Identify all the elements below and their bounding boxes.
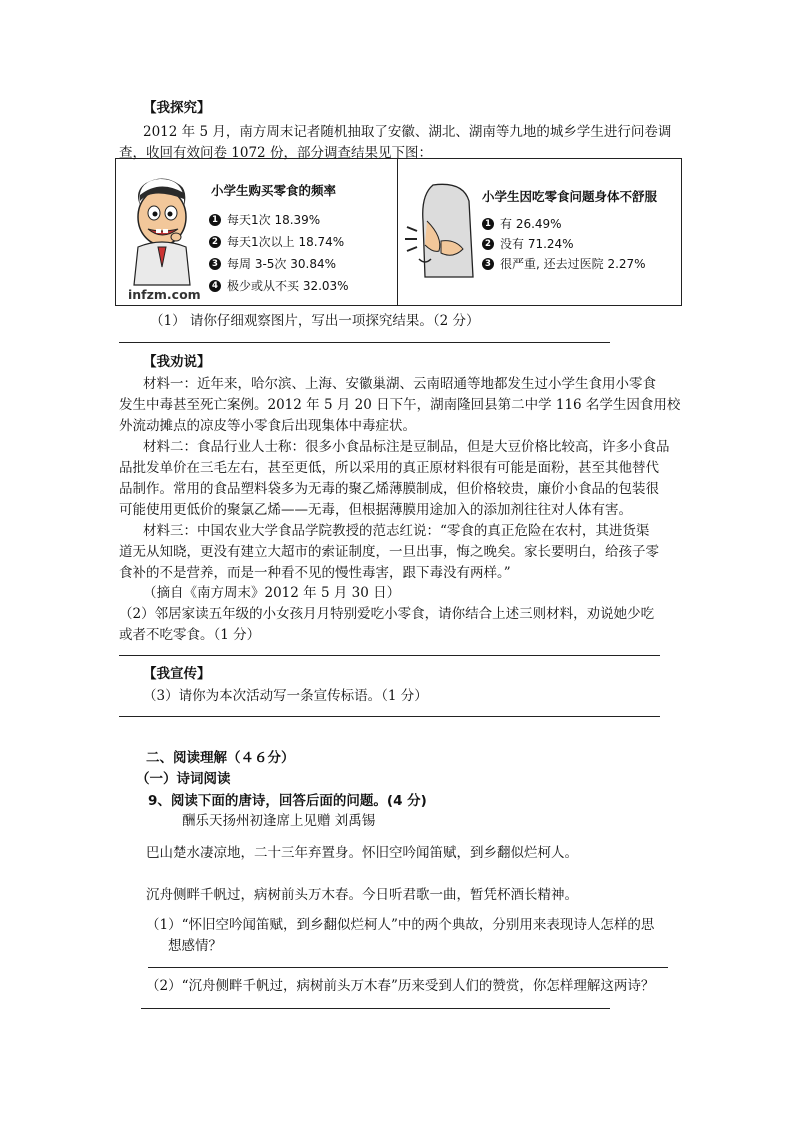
- survey-figure: [115, 158, 682, 306]
- survey-divider: [397, 159, 398, 305]
- left-item-4: [209, 277, 349, 294]
- number-3-icon: 3: [482, 258, 494, 270]
- poem-question-1-line1: （1）“怀旧空吟闻笛赋，到乡翻似烂柯人”中的两个典故，分别用来表现诗人怎样的思: [146, 917, 655, 933]
- right-panel-title: 小学生因吃零食问题身体不舒服: [482, 189, 658, 204]
- left-panel-title: 小学生购买零食的频率: [211, 183, 337, 198]
- material-line: 发生中毒甚至死亡案例。2012 年 5 月 20 日下午，湖南隆回县第二中学 116 名学生因食用校: [119, 397, 681, 413]
- poem-title: 酬乐天扬州初逢席上见赠 刘禹锡: [182, 813, 376, 829]
- question-2-line2: 或者不吃零食。（1 分）: [119, 627, 261, 643]
- poem-question-1-line2: 想感情？: [168, 938, 222, 954]
- question-2-line1: （2）邻居家读五年级的小女孩月月特别爱吃小零食，请你结合上述三则材料，劝说她少吃: [119, 606, 655, 622]
- left-item-1: [209, 211, 320, 228]
- promote-heading: 【我宣传】: [143, 666, 211, 682]
- number-1-icon: 1: [482, 218, 494, 230]
- left-item-1-label: 每天1次 18.39%: [227, 213, 321, 227]
- source-citation: （摘自《南方周末》2012 年 5 月 30 日）: [143, 585, 401, 601]
- left-item-4-label: 极少或从不买 32.03%: [227, 279, 349, 293]
- left-item-3-label: 每周 3-5次 30.84%: [227, 257, 336, 271]
- material-line: 品制作。常用的食品塑料袋多为无毒的聚乙烯薄膜制成，但价格较贵，廉价小食品的包装很: [119, 481, 659, 497]
- poem-line-1: 巴山楚水凄凉地，二十三年弃置身。怀旧空吟闻笛赋，到乡翻似烂柯人。: [146, 845, 578, 861]
- explore-intro-line2: 查，收回有效问卷 1072 份，部分调查结果见下图：: [119, 145, 432, 161]
- explore-heading: 【我探究】: [143, 100, 211, 116]
- stomachache-kid-icon: [403, 181, 479, 281]
- right-item-1: [482, 215, 562, 232]
- material-line: 食补的不是营养，而是一种看不见的慢性毒害，跟下毒没有两样。”: [119, 565, 511, 581]
- question-1: （1） 请你仔细观察图片，写出一项探究结果。（2 分）: [150, 313, 480, 329]
- cartoon-boy-icon: [126, 175, 196, 287]
- part2-heading: 二、阅读理解（４６分）: [146, 750, 295, 766]
- persuade-heading: 【我劝说】: [143, 354, 211, 370]
- material-line: 材料三：中国农业大学食品学院教授的范志红说：“零食的真正危险在农村，其进货渠: [143, 523, 650, 539]
- part2-sub1: （一）诗词阅读: [136, 771, 231, 787]
- question-3: （3）请你为本次活动写一条宣传标语。（1 分）: [143, 688, 428, 704]
- answer-line-5: [141, 1008, 610, 1009]
- poem-question-2: （2）“沉舟侧畔千帆过，病树前头万木春”历来受到人们的赞赏，你怎样理解这两诗？: [146, 978, 655, 994]
- material-line: 品批发单价在三毛左右，甚至更低，所以采用的真正原材料很有可能是面粉，甚至其他替代: [119, 460, 659, 476]
- number-2-icon: 2: [482, 238, 494, 250]
- number-4-icon: 4: [209, 280, 221, 292]
- explore-intro-line1: 2012 年 5 月，南方周末记者随机抽取了安徽、湖北、湖南等九地的城乡学生进行问卷调: [143, 124, 672, 140]
- left-item-2-label: 每天1次以上 18.74%: [227, 235, 345, 249]
- answer-line-2: [119, 655, 660, 656]
- material-line: 材料二：食品行业人士称：很多小食品标注是豆制品，但是大豆价格比较高，许多小食品: [143, 439, 670, 455]
- infzm-watermark: infzm.com: [128, 287, 201, 302]
- number-2-icon: 2: [209, 236, 221, 248]
- answer-line-3: [119, 716, 660, 717]
- poem-line-2: 沉舟侧畔千帆过，病树前头万木春。今日听君歌一曲，暂凭杯酒长精神。: [146, 887, 578, 903]
- material-line: 材料一：近年来，哈尔滨、上海、安徽巢湖、云南昭通等地都发生过小学生食用小零食: [143, 376, 656, 392]
- number-3-icon: 3: [209, 258, 221, 270]
- right-item-3: [482, 255, 646, 272]
- material-line: 可能使用更低价的聚氯乙烯——无毒，但根据薄膜用途加入的添加剂往往对人体有害。: [119, 502, 632, 518]
- right-item-3-label: 很严重, 还去过医院 2.27%: [500, 257, 646, 271]
- right-item-2: [482, 235, 574, 252]
- right-item-2-label: 没有 71.24%: [500, 237, 574, 251]
- left-item-2: [209, 233, 344, 250]
- right-item-1-label: 有 26.49%: [500, 217, 562, 231]
- question-9: 9、阅读下面的唐诗，回答后面的问题。(4 分): [148, 793, 427, 809]
- answer-line-1: [119, 342, 610, 343]
- material-line: 外流动摊点的凉皮等小零食后出现集体中毒症状。: [119, 418, 416, 434]
- material-line: 道无从知晓，更没有建立大超市的索证制度，一旦出事，悔之晚矣。家长要明白，给孩子零: [119, 544, 659, 560]
- left-item-3: [209, 255, 336, 272]
- answer-line-4: [148, 967, 668, 968]
- number-1-icon: 1: [209, 214, 221, 226]
